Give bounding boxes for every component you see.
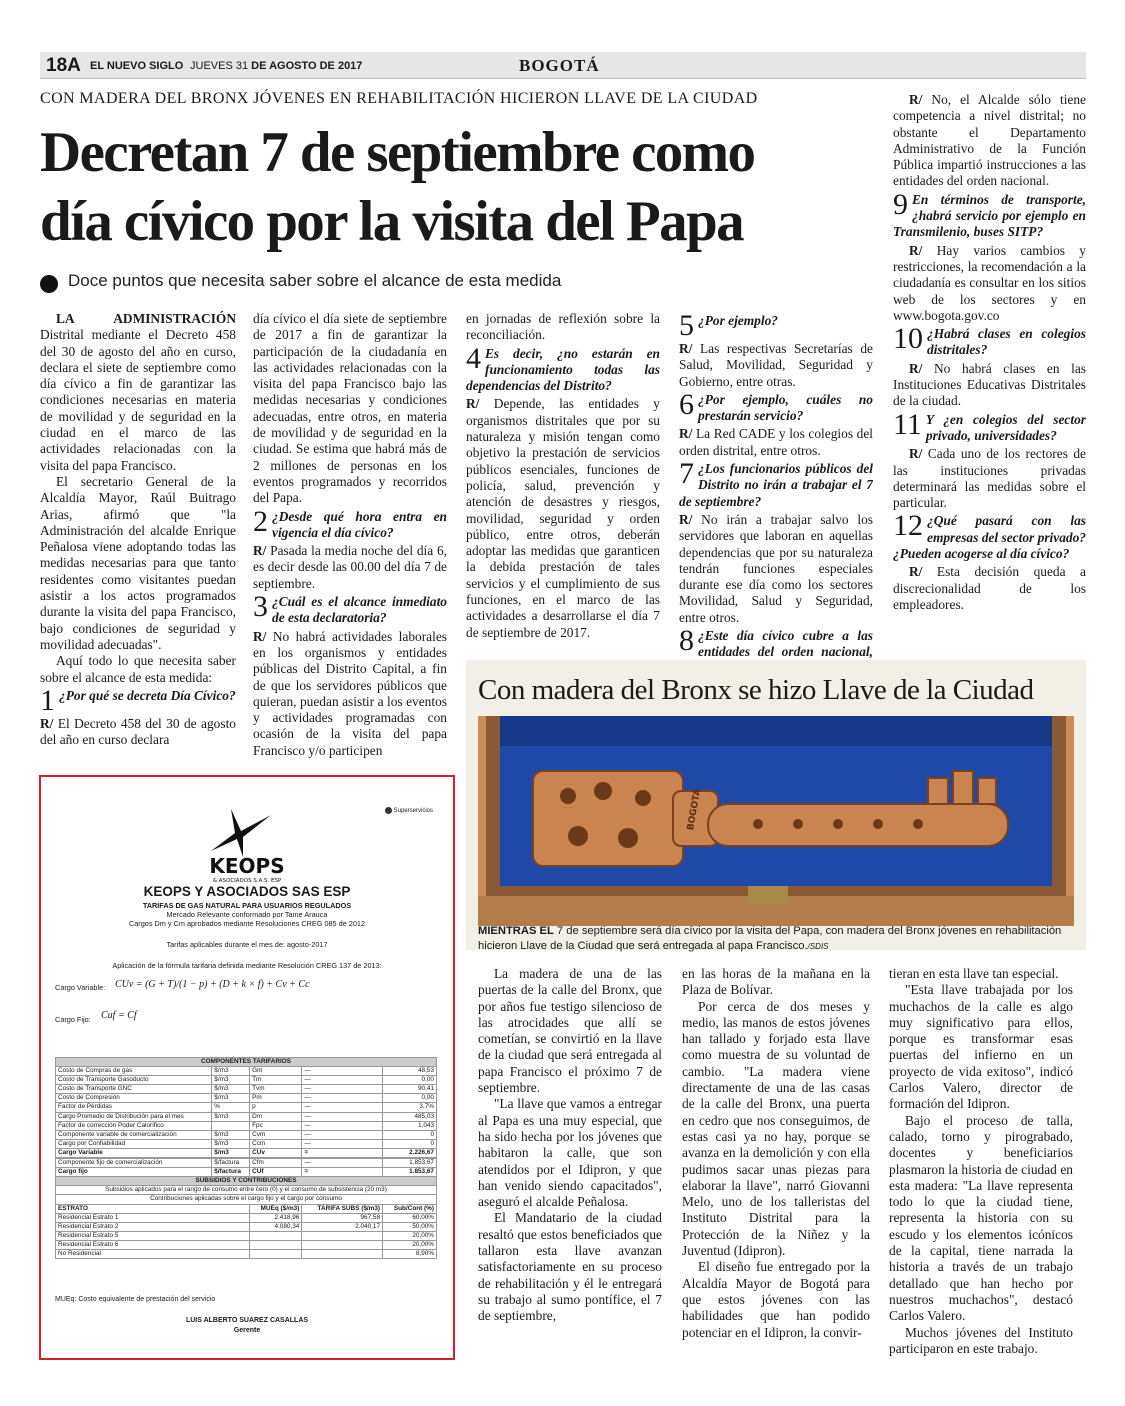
ad-month: Tarifas aplicables durante el mes de: agosto-2017 — [166, 940, 328, 949]
estrato-row: Residencial Estrato 6 20,00% — [56, 1240, 437, 1249]
feature-column-2 — [682, 966, 870, 1341]
tariff-row: Factor de Pérdidas % p — 3,7% — [56, 1103, 437, 1112]
feature-paragraph: tieran en esta llave tan especial. — [889, 966, 1059, 981]
newspaper-name: EL NUEVO SIGLO — [90, 60, 184, 72]
ad-resolutions: Cargos Dm y Cm aprobados mediante Resoluciones CREG 085 de 2012 — [128, 919, 366, 928]
question-8: 8 ¿Este día cívico cubre a las entidades del orden nacional, — [679, 628, 873, 660]
subsidies-header: SUBSIDIOS Y CONTRIBUCIONES — [56, 1177, 437, 1186]
feature-paragraph: El Mandatario de la ciudad resaltó que estos beneficiados que tallaron esta llave avanzan satisfactoriamente en su proceso de rehabilitación y él le entregará su trabajo al sumo pontífice, el 7 de septiembre, — [478, 1210, 662, 1324]
tariff-row: Componente variable de comercialización $/m3 Cvm — 0 — [56, 1130, 437, 1139]
signer-name: LUIS ALBERTO SUAREZ CASALLAS — [185, 1317, 309, 1324]
article-column-2: día cívico el día siete de septiembre de 2017 a fin de garantizar la participación de la ciudadanía en las actividades relacionadas con la visita del papa Francisco bajo las medidas necesarias y condiciones adecuadas, entre otros, en materia de movilidad y de seguridad en la ciudad. Se estima que habrá más de 2 millones de personas en los eventos programados y recorridos del Papa. 2 ¿Desde qué hora entra en vigencia el día cívico? R/ Pasada la media noche del día 6, es decir desde las 00.00 del día 7 de septiembre. 3 ¿Cuál es el alcance inmediato de esta declaratoria? R/ No habrá actividades laborales en los organismos y entidades públicas del Distrito Capital, a fin de que los servidores públicos que quieran, puedan asistir a los eventos y actividades programadas con ocasión de la visita del papa Francisco y/o participen — [253, 311, 447, 758]
keops-logo-icon — [191, 807, 303, 883]
superservicios-logo: Superservicios — [385, 807, 433, 814]
feature-paragraph: Por cerca de dos meses y medio, las manos de estos jóvenes han tallado y forjado esta llave como muestra de su voluntad de cambio. "La madera viene directamente de una de las casas de la calle del Bronx, una puerta en cedro que nos conseguimos, de estas casi ya no hay, porque se avanza en la demolición y con ella pudimos sacar unas piezas para elaborar la llave", narró Giovanni Melo, uno de los talleristas del Instituto Distrital para la Protección de la Niñez y la Juventud (Idipron). — [682, 998, 870, 1259]
photo-caption: MIENTRAS EL 7 de septiembre será día cívico por la visita del Papa, con madera del Bronx jóvenes en rehabilitación hicieron Llave de la Ciudad que será entregada al papa Francisco./SDIS — [478, 925, 1062, 952]
headline: Decretan 7 de septiembre como día cívico por la visita del Papa — [40, 121, 755, 253]
ad-market: Mercado Relevante conformado por Tame Arauca — [166, 910, 328, 919]
estrato-row: Residencial Estrato 2 4.080,34 2.040,17 50,00% — [56, 1222, 437, 1231]
cargo-variable-formula: CUv = (G + T)/(1 − p) + (D + k × f) + Cv + Cc — [115, 979, 310, 990]
feature-title: Con madera del Bronx se hizo Llave de la Ciudad — [478, 674, 1034, 706]
section-name: BOGOTÁ — [519, 56, 600, 75]
tariff-row: Cargo por Confiabilidad $/m3 Ccm — 0 — [56, 1139, 437, 1148]
feature-column-3 — [889, 966, 1073, 1357]
ad-formula-intro: Aplicación de la fórmula tarifaria definida mediante Resolución CREG 137 de 2013: — [112, 961, 382, 970]
article-column-1: LA ADMINISTRACIÓN Distrital mediante el Decreto 458 del 30 de agosto del año en curso, declara el siete de septiembre como día cívico a fin de garantizar las condiciones necesarias en materia de movilidad y de seguridad en la ciudad en el marco de las actividades relacionadas con la visita del papa Francisco. El secretario General de la Alcaldía Mayor, Raúl Buitrago Arias, afirmó que "la Administración del alcalde Enrique Peñalosa viene adoptando todas las medidas necesarias para que tanto residentes como visitantes puedan asistir a los actos programados durante la visita del papa Francisco, bajo condiciones de seguridad y movilidad adecuadas". Aquí todo lo que necesita saber sobre el alcance de esta medida: 1 ¿Por qué se decreta Día Cívico? R/ El Decreto 458 del 30 de agosto del año en curso declara — [40, 311, 236, 748]
estrato-header: ESTRATO MUEq ($/m3) TARIFA SUBS ($/m3) Sub/Cont (%) — [56, 1204, 437, 1213]
estrato-row: No Residencial 8,90% — [56, 1249, 437, 1258]
signer-role: Gerente — [233, 1327, 261, 1334]
question-6: 6 ¿Por ejemplo, cuáles no prestarán servicio? — [679, 391, 873, 424]
question-7: 7 ¿Los funcionarios públicos del Distrito no irán a trabajar el 7 de septiembre? — [679, 461, 873, 509]
ad-subtitle: TARIFAS DE GAS NATURAL PARA USUARIOS REGULADOS — [142, 901, 352, 910]
logo-text: KEOPS — [209, 854, 285, 878]
question-5: 5 ¿Por ejemplo? — [679, 313, 778, 339]
cargo-fijo-label: Cargo Fijo: — [55, 1015, 91, 1024]
article-column-3: en jornadas de reflexión sobre la reconciliación. 4 Es decir, ¿no estarán en funcionamiento todas las dependencias del Distrito? R/ Depende, las entidades y organismos distritales que por su naturaleza y misión tengan como objetivo la prestación de servicios públicos esenciales, funciones de policía, salud, prevención y atención de desastres y riesgos, movilidad, seguridad y orden público, entre otros, deberán adoptar las medidas que garanticen la debida prestación de tales servicios y el cumplimiento de sus funciones, en el marco de las actividades a desarrollarse el día 7 de septiembre de 2017. — [466, 311, 660, 640]
ad-title: KEOPS Y ASOCIADOS SAS ESP — [143, 884, 351, 899]
question-3: 3 ¿Cuál es el alcance inmediato de esta declaratoria? — [253, 594, 447, 626]
feature-column-1 — [478, 966, 662, 1325]
key-carved-text: BOGOTÁ — [686, 788, 704, 832]
feature-paragraph: "La llave que vamos a entregar al Papa es una muy especial, que ha sido hecha por los jóvenes que habitaron la calle, que son atendidos por el Idipron, y que han venido siendo capacitados", aseguró el alcalde Peñalosa. — [478, 1096, 662, 1210]
question-2: 2 ¿Desde qué hora entra en vigencia el día cívico? — [253, 508, 447, 540]
subheadline: Doce puntos que necesita saber sobre el alcance de esta medida — [68, 271, 562, 290]
keops-tariff-ad — [39, 775, 455, 1360]
question-9: 9 En términos de transporte, ¿habrá servicio por ejemplo en Transmilenio, buses SITP? — [893, 191, 1086, 240]
issue-date: JUEVES 31 DE AGOSTO DE 2017 — [190, 60, 363, 72]
tariff-row: Costo de Transporte Gasoducto $/m3 Tm — 0,00 — [56, 1076, 437, 1085]
cargo-variable-label: Cargo Variable: — [55, 983, 106, 992]
question-12: 12 ¿Qué pasará con las empresas del sector privado? ¿Pueden acogerse al día cívico? — [893, 513, 1086, 562]
tariff-table — [55, 1057, 437, 1259]
components-header: COMPONENTES TARIFARIOS — [56, 1058, 437, 1067]
tariff-row: Componente fijo de comercialización $/factura Cfm — 1.853,67 — [56, 1159, 437, 1168]
tariff-row: Factor de corrección Poder Calorífico Fpc — 1,043 — [56, 1121, 437, 1130]
feature-paragraph: "Esta llave trabajada por los muchachos de la calle es algo muy significativo para ellos, porque es transformar esas puertas del infierno en un proyecto de vida exitoso", indicó Carlos Valero, director de formación del Idipron. — [889, 982, 1073, 1112]
estrato-row: Residencial Estrato 1 2.418,96 967,58 60,00% — [56, 1213, 437, 1222]
question-1: 1 ¿Por qué se decreta Día Cívico? — [40, 687, 236, 714]
question-11: 11 Y ¿en colegios del sector privado, universidades? — [893, 411, 1086, 443]
feature-paragraph: El diseño fue entregado por la Alcaldía Mayor de Bogotá para que estos jóvenes con las habilidades que han podido potenciar en el Idipron, la convir- — [682, 1259, 870, 1340]
feature-paragraph: en las horas de la mañana en la Plaza de Bolívar. — [682, 966, 870, 998]
subsidies-note: Subsidios aplicados para el rango de consumo entre cero (0) y el consumo de subsistencia (20 m3) — [56, 1186, 437, 1195]
kicker: CON MADERA DEL BRONX JÓVENES EN REHABILITACIÓN HICIERON LLAVE DE LA CIUDAD — [40, 90, 758, 107]
question-10: 10 ¿Habrá clases en colegios distritales? — [893, 326, 1086, 358]
superservicios-icon — [385, 807, 392, 814]
page-number: 18A — [46, 55, 81, 76]
tariff-row: Cargo Variable $/m3 CUv = 2.226,67 — [56, 1148, 437, 1157]
tariff-row: Cargo Promedio de Distribución para el mes $/m3 Dm — 485,03 — [56, 1112, 437, 1121]
tariff-row: Costo de Transporte GNC $/m3 Tvm — 90,41 — [56, 1085, 437, 1094]
tariff-row: Costo de Compras de gas $/m3 Gm — 48,53 — [56, 1067, 437, 1076]
tariff-row: Costo de Compresión $/m3 Pm — 0,00 — [56, 1094, 437, 1103]
article-column-5: R/ No, el Alcalde sólo tiene competencia a nivel distrital; no obstante el Departamento Administrativo de la Función Pública impartió instrucciones a las entidades del orden nacional. 9 En términos de transporte, ¿habrá servicio por ejemplo en Transmilenio, buses SITP? R/ Hay varios cambios y restricciones, la recomendación a la ciudadanía es consultar en los sitios web de los sectores y en www.bogota.gov.co 10 ¿Habrá clases en colegios distritales? R/ No habrá clases en las Instituciones Educativas Distritales de la ciudad. 11 Y ¿en colegios del sector privado, universidades? R/ Cada uno de los rectores de las instituciones privadas determinará las medidas sobre el particular. 12 ¿Qué pasará con las empresas del sector privado? ¿Pueden acogerse al día cívico? R/ Esta decisión queda a discrecionalidad de los empleadores. — [893, 92, 1086, 612]
logo-subtext: & ASOCIADOS S.A.S. ESP — [212, 878, 282, 883]
feature-paragraph: Bajo el proceso de talla, calado, torno y pirograbado, docentes y beneficiarios plasmaron la historia de ciudad en esta madera: "La llave representa todo lo que la ciudad tiene, representa la historia con su escudo y los elementos icónicos de la capital, tiene narrada la historia a través de un trabajo detallado que han hecho por nuestros muchachos", destacó Carlos Valero. — [889, 1112, 1073, 1324]
feature-paragraph: Muchos jóvenes del Instituto participaron en este trabajo. — [889, 1324, 1073, 1356]
key-photo — [478, 716, 1074, 926]
estrato-row: Residencial Estrato 5 20,00% — [56, 1231, 437, 1240]
question-4: 4 Es decir, ¿no estarán en funcionamiento todas las dependencias del Distrito? — [466, 345, 660, 394]
bullet-icon — [40, 275, 58, 293]
article-column-4: 5 ¿Por ejemplo? R/ Las respectivas Secretarías de Salud, Movilidad, Seguridad y Gobierno, entre otras. 6 ¿Por ejemplo, cuáles no prestarán servicio? R/ La Red CADE y los colegios del orden distrital, entre otros. 7 ¿Los funcionarios públicos del Distrito no irán a trabajar el 7 de septiembre? R/ No irán a trabajar salvo los servidores que laboran en aquellas dependencias que por su naturaleza tendrán funciones especiales durante ese día como los sectores Movilidad, Salud y Seguridad, entre otros. 8 ¿Este día cívico cubre a las entidades del orden nacional, — [679, 311, 873, 679]
mueq-note: MUEq: Costo equivalente de prestación del servicio — [55, 1296, 216, 1303]
tariff-row: Cargo fijo $/factura CUf = 1.853,67 — [56, 1168, 437, 1177]
cargo-fijo-formula: Cuf = Cf — [101, 1010, 137, 1021]
feature-paragraph: La madera de una de las puertas de la calle del Bronx, que por años fue testigo silencioso de las atrocidades que allí se cometían, se convirtió en la llave de la ciudad que será entregada al papa Francisco el próximo 7 de septiembre. — [478, 966, 662, 1096]
contributions-note: Contribuciones aplicadas sobre el cargo fijo y el cargo por consumo — [56, 1195, 437, 1204]
